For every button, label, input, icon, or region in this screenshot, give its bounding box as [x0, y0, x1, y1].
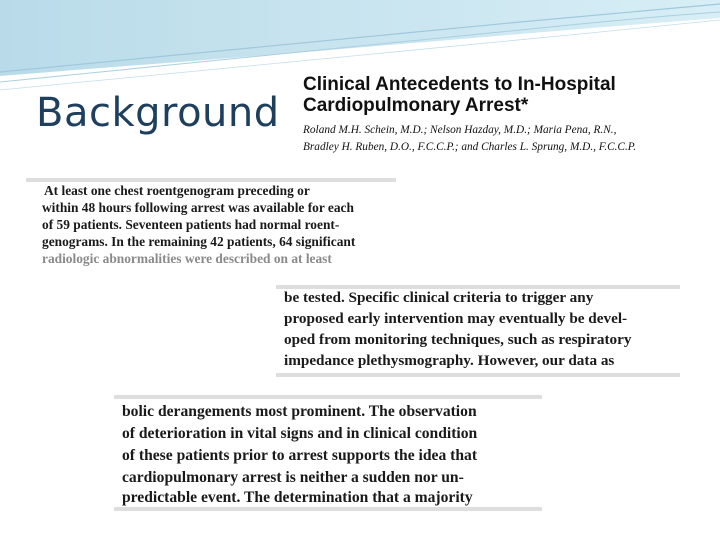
scan-edge: [276, 373, 680, 377]
excerpt-line: genograms. In the remaining 42 patients, 64 significant: [42, 234, 356, 249]
excerpt-line: within 48 hours following arrest was available for each: [42, 200, 354, 215]
paper-title-line: Cardiopulmonary Arrest*: [303, 95, 529, 116]
excerpt-line: oped from monitoring techniques, such as respiratory: [284, 331, 632, 348]
excerpt-line: of deterioration in vital signs and in clinical condition: [122, 425, 478, 442]
paper-authors-line: Roland M.H. Schein, M.D.; Nelson Hazday, M.D.; Maria Pena, R.N.,: [303, 124, 617, 136]
excerpt-line: impedance plethysmography. However, our data as: [284, 352, 615, 369]
paper-authors: [303, 122, 683, 156]
scan-edge: [114, 507, 542, 511]
excerpt-line: of 59 patients. Seventeen patients had normal roent-: [42, 217, 340, 232]
paper-excerpt-1: [26, 178, 396, 272]
scan-edge: [114, 395, 542, 399]
excerpt-line: At least one chest roentgenogram preceding or: [44, 183, 310, 198]
excerpt-line: bolic derangements most prominent. The observation: [122, 403, 477, 420]
paper-title-clipping: [290, 66, 686, 162]
excerpt-line: cardiopulmonary arrest is neither a sudden nor un-: [122, 469, 464, 486]
slide-title: Background: [36, 90, 280, 136]
excerpt-line: radiologic abnormalities were described on at least: [42, 251, 332, 266]
paper-excerpt-2: [276, 285, 680, 377]
paper-title-line: Clinical Antecedents to In-Hospital: [303, 74, 616, 95]
excerpt-line: predictable event. The determination that a majority: [122, 489, 473, 506]
excerpt-line: of these patients prior to arrest supports the idea that: [122, 447, 478, 464]
excerpt-line: proposed early intervention may eventually be devel-: [284, 310, 628, 327]
paper-authors-line: Bradley H. Ruben, D.O., F.C.C.P.; and Charles L. Sprung, M.D., F.C.C.P.: [303, 141, 637, 153]
scan-edge: [26, 178, 396, 182]
paper-title: [303, 74, 616, 116]
paper-excerpt-3: [114, 395, 542, 511]
excerpt-line: be tested. Specific clinical criteria to trigger any: [284, 289, 594, 306]
